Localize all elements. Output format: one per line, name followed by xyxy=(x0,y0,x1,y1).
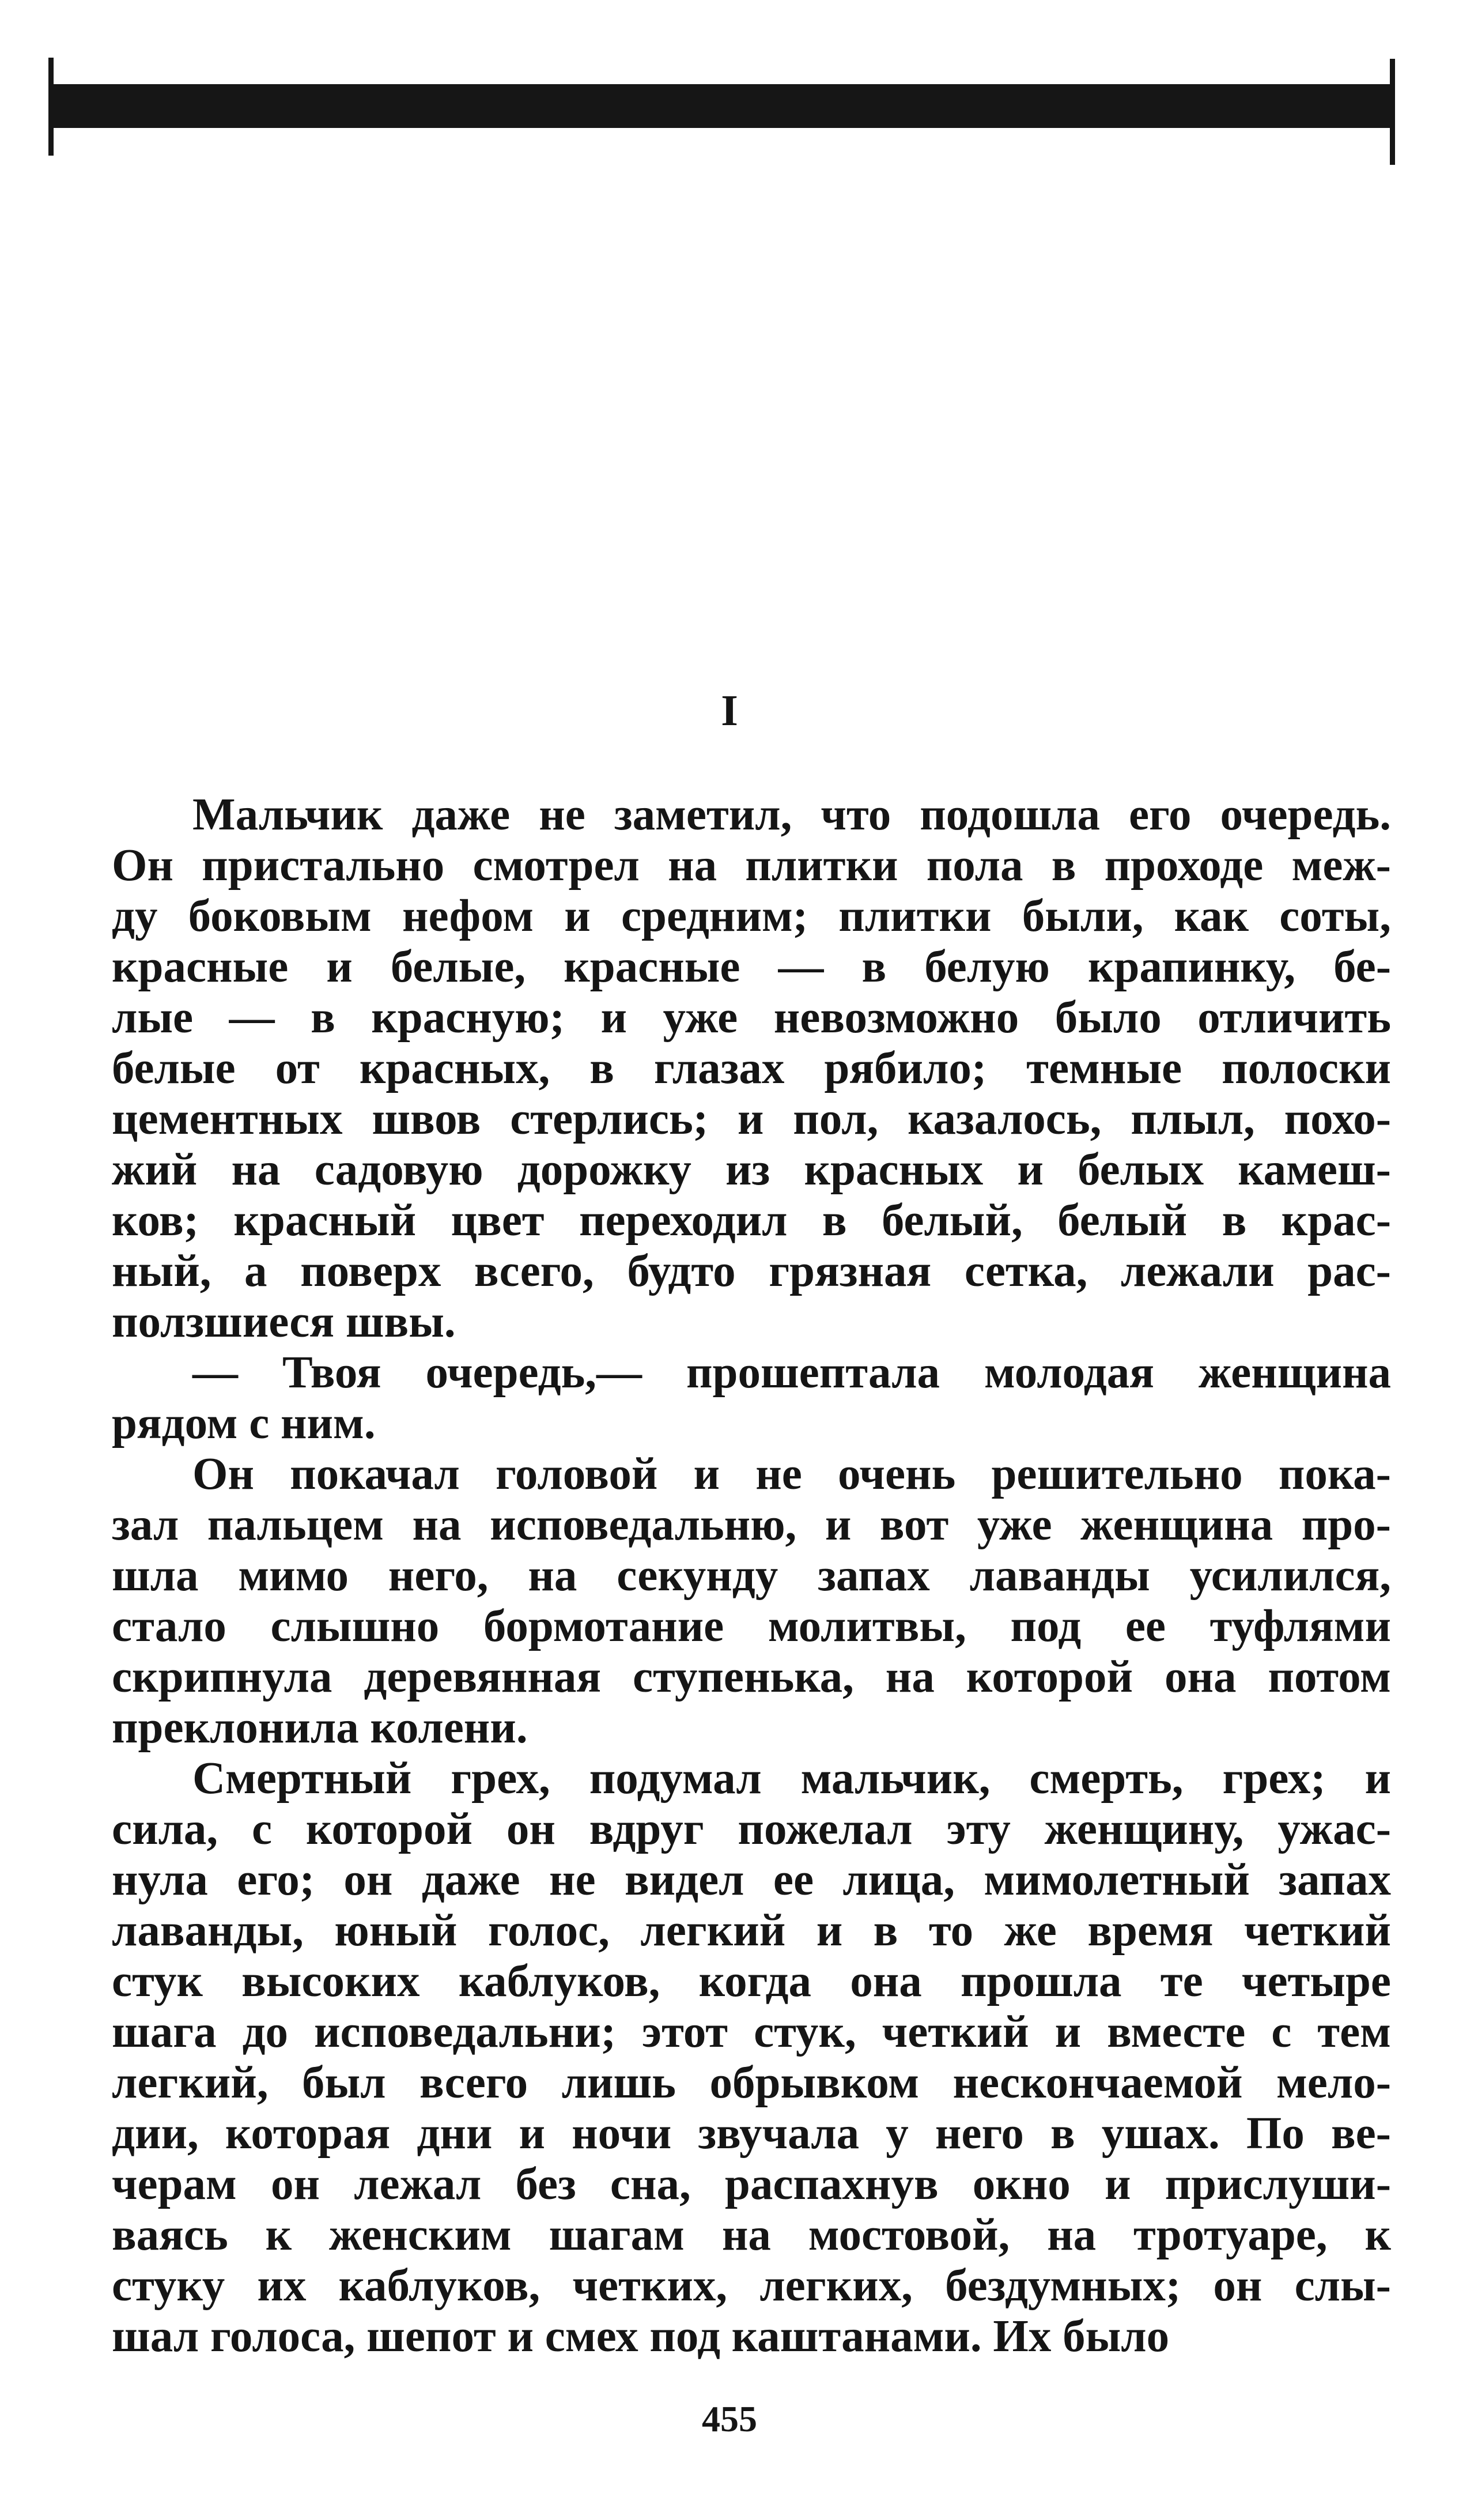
text-line: стало слышно бормотание молитвы, под ее туфлями xyxy=(112,1601,1391,1651)
text-line: скрипнула деревянная ступенька, на которой она потом xyxy=(112,1652,1391,1702)
text-line: Смертный грех, подумал мальчик, смерть, грех; и xyxy=(192,1753,1391,1804)
text-line: ваясь к женским шагам на мостовой, на тротуаре, к xyxy=(112,2210,1391,2260)
text-line: красные и белые, красные — в белую крапинку, бе- xyxy=(112,942,1391,992)
text-line: Он покачал головой и не очень решительно пока- xyxy=(192,1449,1391,1499)
text-line: ный, а поверх всего, будто грязная сетка, лежали рас- xyxy=(112,1246,1391,1296)
text-line: — Твоя очередь,— прошептала молодая женщина xyxy=(192,1348,1391,1398)
text-line: Он пристально смотрел на плитки пола в проходе меж- xyxy=(112,840,1391,891)
text-line: сила, с которой он вдруг пожелал эту женщину, ужас- xyxy=(112,1804,1391,1854)
text-line: дии, которая дни и ночи звучала у него в ушах. По ве- xyxy=(112,2108,1391,2159)
text-line: белые от красных, в глазах рябило; темные полоски xyxy=(112,1043,1391,1093)
paragraph xyxy=(112,1753,1391,2362)
text-line: преклонила колени. xyxy=(112,1703,528,1753)
text-line: шла мимо него, на секунду запах лаванды усилился, xyxy=(112,1551,1391,1601)
text-line: Мальчик даже не заметил, что подошла его очередь. xyxy=(192,790,1391,840)
rule-right-tick xyxy=(1390,59,1395,165)
text-line: лаванды, юный голос, легкий и в то же время четкий xyxy=(112,1906,1391,1956)
text-line: черам он лежал без сна, распахнув окно и прислуши- xyxy=(112,2159,1391,2209)
text-line: зал пальцем на исповедальню, и вот уже женщина про- xyxy=(112,1500,1391,1550)
text-line: ков; красный цвет переходил в белый, белый в крас- xyxy=(112,1195,1391,1246)
text-line: ползшиеся швы. xyxy=(112,1297,456,1347)
text-line: стук высоких каблуков, когда она прошла те четыре xyxy=(112,1956,1391,2006)
body-text xyxy=(112,790,1391,2362)
text-line: стуку их каблуков, четких, легких, бездумных; он слы- xyxy=(112,2261,1391,2311)
text-line: лые — в красную; и уже невозможно было отличить xyxy=(112,993,1391,1043)
text-line: легкий, был всего лишь обрывком нескончаемой мело- xyxy=(112,2058,1391,2108)
text-line: цементных швов стерлись; и пол, казалось, плыл, похо- xyxy=(112,1094,1391,1144)
text-line: нула его; он даже не видел ее лица, мимолетный запах xyxy=(112,1855,1391,1905)
text-line: жий на садовую дорожку из красных и белых камеш- xyxy=(112,1145,1391,1195)
chapter-number: I xyxy=(721,686,738,735)
text-line: рядом с ним. xyxy=(112,1398,376,1448)
paragraph xyxy=(112,1449,1391,1753)
paragraph xyxy=(112,790,1391,1348)
text-line: шал голоса, шепот и смех под каштанами. Их было xyxy=(112,2311,1170,2361)
text-line: шага до исповедальни; этот стук, четкий и вместе с тем xyxy=(112,2007,1391,2057)
page-number: 455 xyxy=(702,2398,757,2439)
text-line: ду боковым нефом и средним; плитки были, как соты, xyxy=(112,891,1391,941)
decorative-top-rule xyxy=(51,84,1393,128)
paragraph xyxy=(112,1348,1391,1449)
